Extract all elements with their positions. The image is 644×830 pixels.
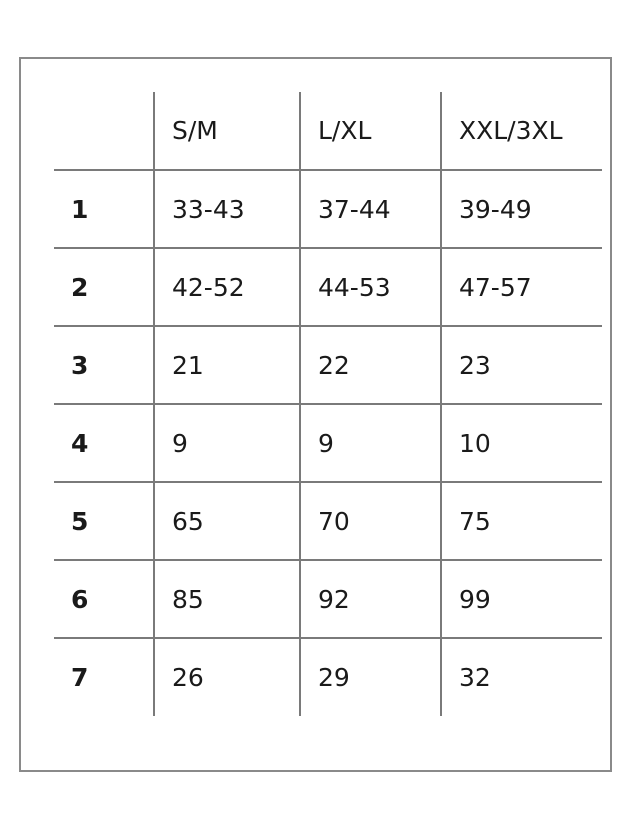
table-cell: 9 (154, 404, 300, 482)
table-cell: 39-49 (441, 170, 602, 248)
table-row (54, 404, 602, 482)
header-empty-cell (54, 92, 154, 170)
table-cell: 70 (300, 482, 441, 560)
header-size-l-xl: L/XL (300, 92, 441, 170)
table-cell: 85 (154, 560, 300, 638)
table-cell: 42-52 (154, 248, 300, 326)
row-label: 5 (54, 482, 154, 560)
table-row (54, 638, 602, 716)
table-cell: 10 (441, 404, 602, 482)
row-label: 2 (54, 248, 154, 326)
row-label: 4 (54, 404, 154, 482)
row-label: 6 (54, 560, 154, 638)
header-size-xxl-3xl: XXL/3XL (441, 92, 602, 170)
size-chart-frame (19, 57, 612, 772)
row-label: 1 (54, 170, 154, 248)
table-cell: 47-57 (441, 248, 602, 326)
table-cell: 44-53 (300, 248, 441, 326)
size-table (54, 92, 602, 716)
table-cell: 92 (300, 560, 441, 638)
table-cell: 21 (154, 326, 300, 404)
table-row (54, 248, 602, 326)
table-cell: 37-44 (300, 170, 441, 248)
row-label: 7 (71, 663, 89, 692)
table-header-row (54, 92, 602, 170)
table-cell: 26 (154, 638, 300, 716)
table-cell: 22 (300, 326, 441, 404)
table-cell: 23 (441, 326, 602, 404)
table-row (54, 482, 602, 560)
header-size-s-m: S/M (154, 92, 300, 170)
table-cell: 99 (441, 560, 602, 638)
table-cell: 65 (154, 482, 300, 560)
table-cell: 29 (300, 638, 441, 716)
row-label: 3 (54, 326, 154, 404)
table-row (54, 170, 602, 248)
table-cell: 32 (441, 638, 602, 716)
table-cell: 9 (300, 404, 441, 482)
table-row (54, 560, 602, 638)
table-row (54, 326, 602, 404)
table-cell: 75 (441, 482, 602, 560)
table-cell: 33-43 (154, 170, 300, 248)
